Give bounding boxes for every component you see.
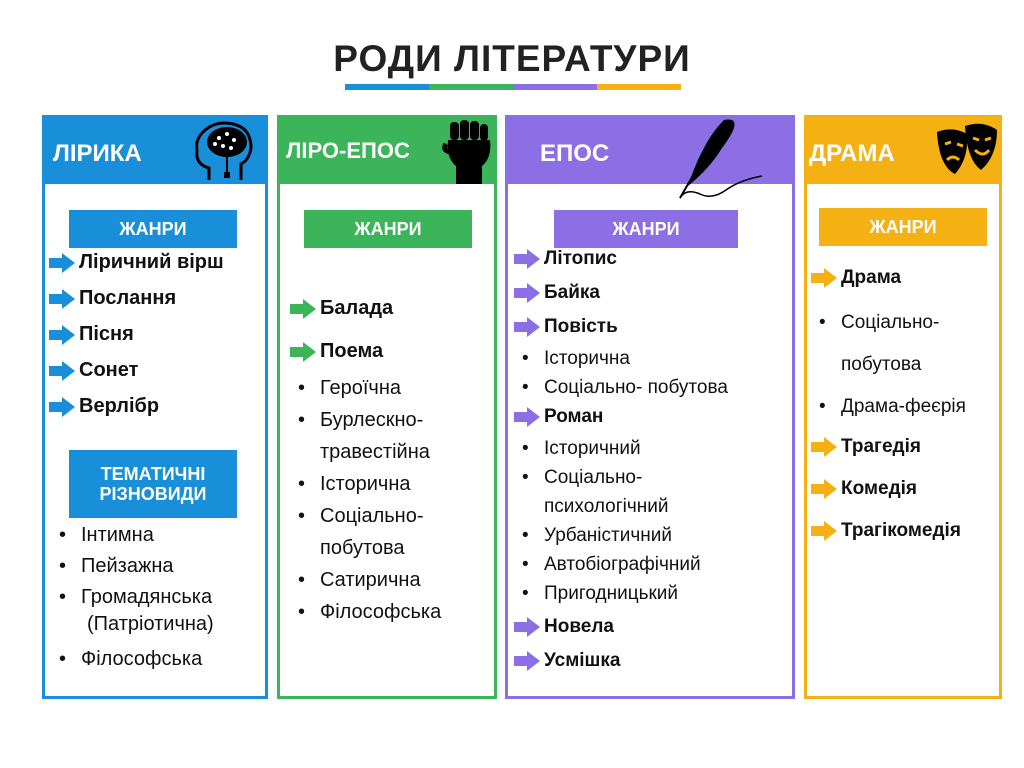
list-item-label: Драма — [841, 267, 902, 288]
list-item-label: Новела — [544, 616, 614, 637]
arrow-icon — [49, 289, 75, 309]
list-item: • Героїчна — [294, 372, 494, 404]
list-item — [49, 395, 159, 418]
list-item: • Філософська — [55, 644, 265, 675]
types-label-line2: РІЗНОВИДИ — [99, 484, 207, 504]
list-item-label: Літопис — [544, 248, 617, 269]
list-item — [811, 478, 917, 500]
list-item — [49, 323, 134, 346]
list-item — [811, 436, 921, 458]
title-underline-green — [429, 84, 513, 90]
arrow-icon — [49, 253, 75, 273]
list-item — [811, 267, 901, 289]
list-item: • Філософська — [294, 596, 494, 628]
arrow-icon — [49, 325, 75, 345]
list-item — [811, 520, 961, 542]
list-item: • Соціально- — [294, 500, 494, 532]
title-underline-blue — [345, 84, 429, 90]
list-item-label: Сонет — [79, 359, 139, 381]
list-item — [514, 248, 617, 270]
list-item-continuation: травестійна — [320, 441, 430, 463]
arrow-icon — [514, 249, 540, 269]
epic-column — [505, 115, 795, 699]
arrow-icon — [514, 651, 540, 671]
arrow-icon — [811, 521, 837, 541]
list-item-label: Трагікомедія — [841, 520, 961, 541]
arrow-icon — [514, 283, 540, 303]
list-item-label: Комедія — [841, 478, 917, 499]
list-item: • Урбаністичний — [518, 521, 794, 550]
theater-masks-icon — [927, 118, 1003, 188]
list-item-continuation: (Патріотична) — [87, 613, 214, 635]
lyric-types-label — [69, 450, 237, 518]
drama-genres-label: ЖАНРИ — [819, 208, 987, 246]
arrow-icon — [514, 407, 540, 427]
list-item: • Інтимна — [55, 520, 265, 551]
list-item: • Історична — [518, 344, 794, 373]
epic-header — [508, 118, 792, 184]
list-item-label: Пісня — [79, 323, 134, 345]
arrow-icon — [514, 317, 540, 337]
list-item-label: Ліричний вірш — [79, 251, 224, 273]
arrow-icon — [811, 437, 837, 457]
list-item — [49, 287, 176, 310]
list-item-label: Послання — [79, 287, 177, 309]
arrow-icon — [514, 617, 540, 637]
lyric-column — [42, 115, 268, 699]
list-item — [514, 650, 620, 672]
lyric-header — [45, 118, 265, 184]
epic-story-sub — [518, 344, 794, 402]
list-item: • Пригодницький — [518, 579, 794, 608]
arrow-icon — [49, 361, 75, 381]
list-item-label: Роман — [544, 406, 604, 427]
list-item-label: Трагедія — [841, 436, 921, 457]
raised-fist-icon — [440, 118, 496, 184]
arrow-icon — [811, 268, 837, 288]
list-item-label: Балада — [320, 297, 394, 319]
drama-title: ДРАМА — [809, 140, 895, 167]
title-underline-yellow — [597, 84, 681, 90]
list-item — [514, 616, 614, 638]
list-item — [514, 316, 618, 338]
list-item: • Автобіографічний — [518, 550, 794, 579]
list-item-label: Усмішка — [544, 650, 621, 671]
list-item: • Бурлескно- — [294, 404, 494, 436]
list-item-label: Байка — [544, 282, 600, 303]
quill-pen-icon — [656, 118, 776, 208]
head-brain-icon — [189, 120, 267, 184]
list-item — [514, 406, 603, 428]
list-item: • Соціально- побутова — [518, 373, 794, 402]
list-item-label: Повість — [544, 316, 618, 337]
list-item: • Сатирична — [294, 564, 494, 596]
drama-column — [804, 115, 1002, 699]
list-item — [49, 359, 138, 382]
lyroepic-subtypes-3 — [294, 564, 494, 628]
lyric-title: ЛІРИКА — [53, 140, 142, 167]
list-item: • Драма-феєрія — [815, 386, 1005, 428]
list-item: • Громадянська — [55, 582, 265, 613]
arrow-icon — [49, 397, 75, 417]
list-item: • Історичний — [518, 434, 794, 463]
list-item-label: Поема — [320, 340, 384, 362]
arrow-icon — [811, 479, 837, 499]
epic-title: ЕПОС — [540, 140, 610, 167]
epic-genres-label: ЖАНРИ — [554, 210, 738, 248]
list-item — [49, 251, 224, 274]
lyroepic-title: ЛІРО-ЕПОС — [286, 138, 410, 163]
list-item-label: Верлібр — [79, 395, 160, 417]
list-item-continuation: побутова — [841, 354, 922, 375]
lyric-types-list — [55, 520, 265, 613]
list-item-continuation: психологічний — [544, 496, 669, 517]
epic-novel-sub — [518, 434, 794, 492]
epic-novel-sub-2 — [518, 521, 794, 608]
lyric-types-list-end — [55, 644, 265, 675]
drama-sub-2 — [815, 386, 1005, 428]
page-title: РОДИ ЛІТЕРАТУРИ — [333, 38, 691, 79]
lyroepic-header — [280, 118, 494, 184]
list-item-continuation: побутова — [320, 537, 405, 559]
list-item: • Історична — [294, 468, 494, 500]
types-label-line1: ТЕМАТИЧНІ — [100, 464, 206, 484]
list-item: • Пейзажна — [55, 551, 265, 582]
lyroepic-genres-label: ЖАНРИ — [304, 210, 472, 248]
arrow-icon — [290, 299, 316, 319]
lyroepic-subtypes — [294, 372, 494, 436]
list-item — [290, 297, 393, 320]
title-underline-purple — [513, 84, 597, 90]
list-item: • Соціально- — [815, 302, 1005, 344]
list-item — [290, 340, 383, 363]
list-item — [514, 282, 600, 304]
arrow-icon — [290, 342, 316, 362]
lyroepic-column — [277, 115, 497, 699]
drama-header — [807, 118, 999, 184]
lyric-genres-label: ЖАНРИ — [69, 210, 237, 248]
list-item: • Соціально- — [518, 463, 794, 492]
drama-sub — [815, 302, 1005, 344]
lyroepic-subtypes-2 — [294, 468, 494, 532]
